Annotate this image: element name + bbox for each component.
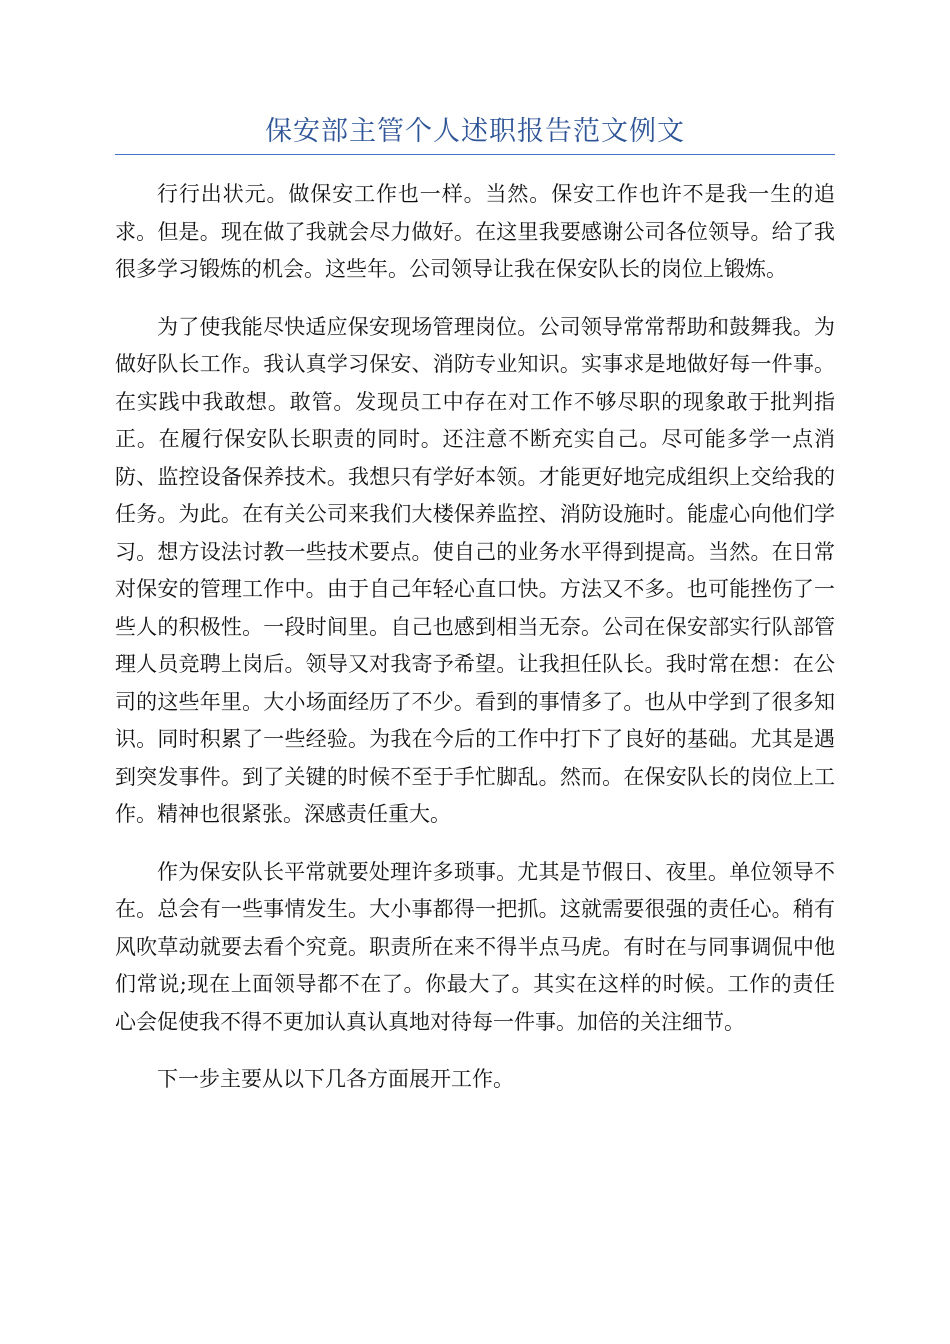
paragraph-2: 为了使我能尽快适应保安现场管理岗位。公司领导常常帮助和鼓舞我。为做好队长工作。我认真学习保安、消防专业知识。实事求是地做好每一件事。在实践中我敢想。敢管。发现员工中存在对工作不够尽职的现象敢于批判指正。在履行保安队长职责的同时。还注意不断充实自己。尽可能多学一点消防、监控设备保养技术。我想只有学好本领。才能更好地完成组织上交给我的任务。为此。在有关公司来我们大楼保养监控、消防设施时。能虚心向他们学习。想方设法讨教一些技术要点。使自己的业务水平得到提高。当然。在日常对保安的管理工作中。由于自己年轻心直口快。方法又不多。也可能挫伤了一些人的积极性。一段时间里。自己也感到相当无奈。公司在保安部实行队部管理人员竞聘上岗后。领导又对我寄予希望。让我担任队长。我时常在想：在公司的这些年里。大小场面经历了不少。看到的事情多了。也从中学到了很多知识。同时积累了一些经验。为我在今后的工作中打下了良好的基础。尤其是遇到突发事件。到了关键的时候不至于手忙脚乱。然而。在保安队长的岗位上工作。精神也很紧张。深感责任重大。 [115,314,835,826]
document-title: 保安部主管个人述职报告范文例文 [265,116,685,147]
title-underline [115,154,835,155]
paragraph-4: 下一步主要从以下几各方面展开工作。 [157,1067,514,1091]
document-body [115,176,835,1119]
paragraph-1: 行行出状元。做保安工作也一样。当然。保安工作也许不是我一生的追求。但是。现在做了我就会尽力做好。在这里我要感谢公司各位领导。给了我很多学习锻炼的机会。这些年。公司领导让我在保安队长的岗位上锻炼。 [115,182,835,281]
paragraph-3: 作为保安队长平常就要处理许多琐事。尤其是节假日、夜里。单位领导不在。总会有一些事情发生。大小事都得一把抓。这就需要很强的责任心。稍有风吹草动就要去看个究竟。职责所在来不得半点马虎。有时在与同事调侃中他们常说;现在上面领导都不在了。你最大了。其实在这样的时候。工作的责任心会促使我不得不更加认真认真地对待每一件事。加倍的关注细节。 [115,859,835,1034]
